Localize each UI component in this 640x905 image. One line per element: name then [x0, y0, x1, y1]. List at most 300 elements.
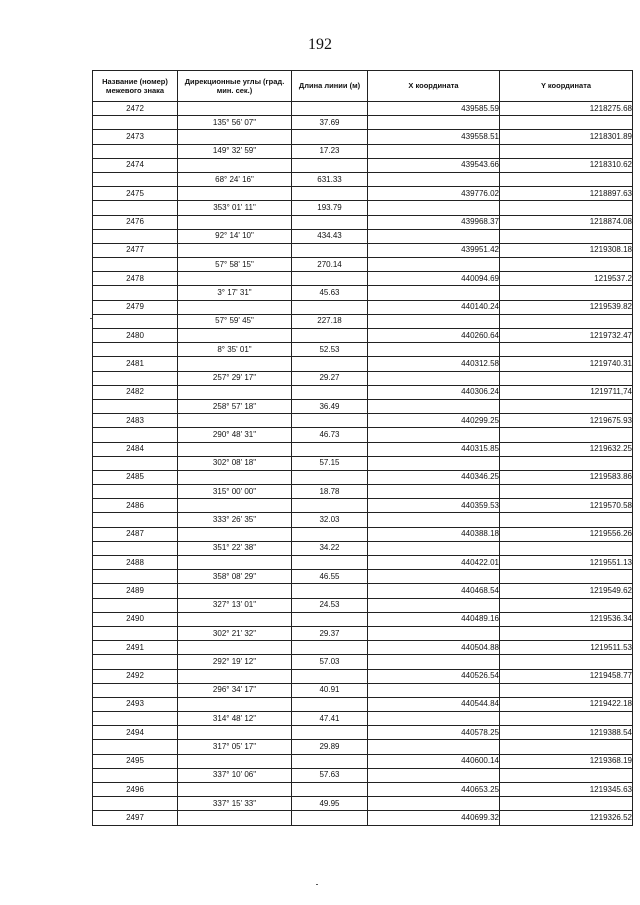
- empty-cell: [368, 371, 500, 385]
- direction-angle: 353° 01' 11": [178, 201, 292, 215]
- empty-cell: [178, 130, 292, 144]
- y-coordinate: 1219549.62: [500, 584, 633, 598]
- direction-angle: 317° 05' 17": [178, 740, 292, 754]
- empty-cell: [93, 541, 178, 555]
- empty-cell: [93, 768, 178, 782]
- table-row-segment: [93, 343, 633, 357]
- table-row-point: [93, 215, 633, 229]
- direction-angle: 57° 59' 45": [178, 314, 292, 328]
- table-row-segment: [93, 371, 633, 385]
- table-row-segment: [93, 683, 633, 697]
- empty-cell: [178, 499, 292, 513]
- empty-cell: [292, 357, 368, 371]
- line-length: 36.49: [292, 399, 368, 413]
- x-coordinate: 440468.54: [368, 584, 500, 598]
- table-row-segment: [93, 541, 633, 555]
- point-name: 2479: [93, 300, 178, 314]
- empty-cell: [93, 286, 178, 300]
- empty-cell: [500, 456, 633, 470]
- line-length: 40.91: [292, 683, 368, 697]
- empty-cell: [500, 626, 633, 640]
- line-length: 227.18: [292, 314, 368, 328]
- empty-cell: [93, 258, 178, 272]
- empty-cell: [178, 158, 292, 172]
- line-length: 47.41: [292, 712, 368, 726]
- table-row-segment: [93, 768, 633, 782]
- empty-cell: [93, 343, 178, 357]
- table-row-point: [93, 243, 633, 257]
- empty-cell: [93, 116, 178, 130]
- empty-cell: [292, 385, 368, 399]
- empty-cell: [292, 726, 368, 740]
- empty-cell: [368, 456, 500, 470]
- empty-cell: [178, 726, 292, 740]
- table-row-segment: [93, 712, 633, 726]
- empty-cell: [368, 399, 500, 413]
- empty-cell: [500, 314, 633, 328]
- empty-cell: [500, 513, 633, 527]
- empty-cell: [93, 683, 178, 697]
- y-coordinate: 1219556.26: [500, 527, 633, 541]
- x-coordinate: 440388.18: [368, 527, 500, 541]
- empty-cell: [368, 144, 500, 158]
- y-coordinate: 1218301.89: [500, 130, 633, 144]
- empty-cell: [178, 243, 292, 257]
- point-name: 2492: [93, 669, 178, 683]
- table-row-point: [93, 414, 633, 428]
- direction-angle: 3° 17' 31": [178, 286, 292, 300]
- header-line-length: Длина линии (м): [292, 71, 368, 102]
- empty-cell: [178, 187, 292, 201]
- direction-angle: 337° 15' 33": [178, 797, 292, 811]
- empty-cell: [368, 570, 500, 584]
- direction-angle: 351° 22' 38": [178, 541, 292, 555]
- table-row-point: [93, 187, 633, 201]
- empty-cell: [368, 655, 500, 669]
- table-row-point: [93, 470, 633, 484]
- empty-cell: [500, 797, 633, 811]
- y-coordinate: 1219537.2: [500, 272, 633, 286]
- header-x-coordinate: X координата: [368, 71, 500, 102]
- empty-cell: [178, 442, 292, 456]
- line-length: 32.03: [292, 513, 368, 527]
- empty-cell: [178, 470, 292, 484]
- direction-angle: 258° 57' 18": [178, 399, 292, 413]
- empty-cell: [292, 470, 368, 484]
- line-length: 49.95: [292, 797, 368, 811]
- y-coordinate: 1219570.58: [500, 499, 633, 513]
- table-row-segment: [93, 229, 633, 243]
- empty-cell: [93, 797, 178, 811]
- empty-cell: [178, 697, 292, 711]
- empty-cell: [368, 201, 500, 215]
- point-name: 2490: [93, 612, 178, 626]
- y-coordinate: 1219711,74: [500, 385, 633, 399]
- empty-cell: [500, 712, 633, 726]
- y-coordinate: 1219511.53: [500, 641, 633, 655]
- empty-cell: [368, 258, 500, 272]
- table-row-segment: [93, 513, 633, 527]
- table-row-segment: [93, 655, 633, 669]
- point-name: 2496: [93, 783, 178, 797]
- empty-cell: [368, 428, 500, 442]
- table-row-segment: [93, 598, 633, 612]
- x-coordinate: 440578.25: [368, 726, 500, 740]
- table-row-point: [93, 527, 633, 541]
- y-coordinate: 1219368.19: [500, 754, 633, 768]
- table-row-segment: [93, 258, 633, 272]
- x-coordinate: 440140.24: [368, 300, 500, 314]
- point-name: 2497: [93, 811, 178, 825]
- empty-cell: [500, 258, 633, 272]
- point-name: 2477: [93, 243, 178, 257]
- empty-cell: [368, 797, 500, 811]
- header-point-name: Название (номер) межевого знака: [93, 71, 178, 102]
- y-coordinate: 1219732.47: [500, 329, 633, 343]
- empty-cell: [93, 144, 178, 158]
- point-name: 2484: [93, 442, 178, 456]
- empty-cell: [500, 570, 633, 584]
- table-row-point: [93, 612, 633, 626]
- x-coordinate: 440422.01: [368, 556, 500, 570]
- x-coordinate: 440600.14: [368, 754, 500, 768]
- table-row-point: [93, 130, 633, 144]
- empty-cell: [178, 669, 292, 683]
- empty-cell: [368, 485, 500, 499]
- line-length: 434.43: [292, 229, 368, 243]
- empty-cell: [178, 329, 292, 343]
- y-coordinate: 1218275.68: [500, 102, 633, 116]
- y-coordinate: 1219583.86: [500, 470, 633, 484]
- point-name: 2485: [93, 470, 178, 484]
- x-coordinate: 439968.37: [368, 215, 500, 229]
- line-length: 29.37: [292, 626, 368, 640]
- table-row-segment: [93, 740, 633, 754]
- x-coordinate: 440299.25: [368, 414, 500, 428]
- empty-cell: [368, 172, 500, 186]
- empty-cell: [178, 641, 292, 655]
- point-name: 2487: [93, 527, 178, 541]
- empty-cell: [500, 655, 633, 669]
- table-row-segment: [93, 428, 633, 442]
- empty-cell: [292, 243, 368, 257]
- x-coordinate: 440526.54: [368, 669, 500, 683]
- x-coordinate: 439585.59: [368, 102, 500, 116]
- point-name: 2472: [93, 102, 178, 116]
- survey-coordinates-table: [92, 70, 633, 826]
- empty-cell: [178, 300, 292, 314]
- empty-cell: [292, 187, 368, 201]
- table-row-segment: [93, 286, 633, 300]
- x-coordinate: 439951.42: [368, 243, 500, 257]
- empty-cell: [500, 399, 633, 413]
- table-row-segment: [93, 172, 633, 186]
- empty-cell: [292, 215, 368, 229]
- empty-cell: [178, 215, 292, 229]
- x-coordinate: 439543.66: [368, 158, 500, 172]
- empty-cell: [368, 683, 500, 697]
- empty-cell: [368, 768, 500, 782]
- empty-cell: [500, 343, 633, 357]
- table-row-segment: [93, 201, 633, 215]
- scan-speck: [316, 884, 318, 885]
- x-coordinate: 440315.85: [368, 442, 500, 456]
- line-length: 29.89: [292, 740, 368, 754]
- table-row-point: [93, 329, 633, 343]
- empty-cell: [93, 712, 178, 726]
- x-coordinate: 440306.24: [368, 385, 500, 399]
- empty-cell: [93, 655, 178, 669]
- direction-angle: 290° 48' 31": [178, 428, 292, 442]
- empty-cell: [178, 811, 292, 825]
- table-row-point: [93, 300, 633, 314]
- empty-cell: [93, 740, 178, 754]
- table-header-row: [93, 71, 633, 102]
- y-coordinate: 1219740.31: [500, 357, 633, 371]
- x-coordinate: 440260.64: [368, 329, 500, 343]
- y-coordinate: 1219388.54: [500, 726, 633, 740]
- line-length: 193.79: [292, 201, 368, 215]
- point-name: 2480: [93, 329, 178, 343]
- line-length: 57.15: [292, 456, 368, 470]
- y-coordinate: 1219551.13: [500, 556, 633, 570]
- line-length: 631.33: [292, 172, 368, 186]
- empty-cell: [178, 556, 292, 570]
- direction-angle: 135° 56' 07": [178, 116, 292, 130]
- x-coordinate: 440094.69: [368, 272, 500, 286]
- empty-cell: [368, 314, 500, 328]
- empty-cell: [500, 428, 633, 442]
- table-row-point: [93, 158, 633, 172]
- direction-angle: 337° 10' 06": [178, 768, 292, 782]
- table-row-point: [93, 102, 633, 116]
- x-coordinate: 440544.84: [368, 697, 500, 711]
- table-row-segment: [93, 570, 633, 584]
- table-row-point: [93, 783, 633, 797]
- y-coordinate: 1219539.82: [500, 300, 633, 314]
- empty-cell: [93, 598, 178, 612]
- point-name: 2489: [93, 584, 178, 598]
- empty-cell: [292, 556, 368, 570]
- empty-cell: [500, 768, 633, 782]
- empty-cell: [178, 357, 292, 371]
- direction-angle: 296° 34' 17": [178, 683, 292, 697]
- line-length: 34.22: [292, 541, 368, 555]
- direction-angle: 302° 08' 18": [178, 456, 292, 470]
- point-name: 2491: [93, 641, 178, 655]
- empty-cell: [292, 697, 368, 711]
- empty-cell: [292, 130, 368, 144]
- empty-cell: [93, 201, 178, 215]
- empty-cell: [178, 385, 292, 399]
- empty-cell: [292, 612, 368, 626]
- empty-cell: [500, 116, 633, 130]
- table-row-segment: [93, 116, 633, 130]
- point-name: 2478: [93, 272, 178, 286]
- point-name: 2476: [93, 215, 178, 229]
- y-coordinate: 1219422.18: [500, 697, 633, 711]
- line-length: 270.14: [292, 258, 368, 272]
- page-number: 192: [308, 36, 332, 53]
- empty-cell: [178, 272, 292, 286]
- y-coordinate: 1218310.62: [500, 158, 633, 172]
- empty-cell: [500, 371, 633, 385]
- empty-cell: [292, 783, 368, 797]
- point-name: 2482: [93, 385, 178, 399]
- empty-cell: [368, 286, 500, 300]
- point-name: 2483: [93, 414, 178, 428]
- point-name: 2486: [93, 499, 178, 513]
- table-row-segment: [93, 314, 633, 328]
- point-name: 2481: [93, 357, 178, 371]
- point-name: 2493: [93, 697, 178, 711]
- x-coordinate: 440312.58: [368, 357, 500, 371]
- empty-cell: [292, 499, 368, 513]
- table-row-point: [93, 499, 633, 513]
- direction-angle: 149° 32' 59": [178, 144, 292, 158]
- y-coordinate: 1218897.63: [500, 187, 633, 201]
- table-row-point: [93, 697, 633, 711]
- empty-cell: [500, 144, 633, 158]
- table-row-point: [93, 357, 633, 371]
- table-row-point: [93, 811, 633, 825]
- header-direction-angle: Дирекционные углы (град. мин. сек.): [178, 71, 292, 102]
- empty-cell: [368, 513, 500, 527]
- direction-angle: 68° 24' 16": [178, 172, 292, 186]
- line-length: 29.27: [292, 371, 368, 385]
- empty-cell: [292, 811, 368, 825]
- empty-cell: [292, 158, 368, 172]
- empty-cell: [500, 229, 633, 243]
- point-name: 2474: [93, 158, 178, 172]
- empty-cell: [292, 641, 368, 655]
- line-length: 18.78: [292, 485, 368, 499]
- table-row-point: [93, 584, 633, 598]
- empty-cell: [500, 485, 633, 499]
- table-row-segment: [93, 456, 633, 470]
- table-row-segment: [93, 144, 633, 158]
- empty-cell: [93, 314, 178, 328]
- table-row-point: [93, 272, 633, 286]
- y-coordinate: 1219675.93: [500, 414, 633, 428]
- empty-cell: [178, 584, 292, 598]
- empty-cell: [178, 527, 292, 541]
- empty-cell: [500, 286, 633, 300]
- empty-cell: [292, 272, 368, 286]
- point-name: 2475: [93, 187, 178, 201]
- point-name: 2488: [93, 556, 178, 570]
- empty-cell: [292, 584, 368, 598]
- empty-cell: [178, 754, 292, 768]
- empty-cell: [93, 570, 178, 584]
- empty-cell: [500, 201, 633, 215]
- empty-cell: [292, 754, 368, 768]
- line-length: 17.23: [292, 144, 368, 158]
- line-length: 24.53: [292, 598, 368, 612]
- empty-cell: [292, 102, 368, 116]
- empty-cell: [178, 414, 292, 428]
- empty-cell: [178, 102, 292, 116]
- empty-cell: [500, 740, 633, 754]
- line-length: 57.03: [292, 655, 368, 669]
- empty-cell: [292, 527, 368, 541]
- y-coordinate: 1219536.34: [500, 612, 633, 626]
- y-coordinate: 1219458.77: [500, 669, 633, 683]
- empty-cell: [178, 783, 292, 797]
- direction-angle: 327° 13' 01": [178, 598, 292, 612]
- direction-angle: 314° 48' 12": [178, 712, 292, 726]
- y-coordinate: 1219345.63: [500, 783, 633, 797]
- y-coordinate: 1219632.25: [500, 442, 633, 456]
- empty-cell: [368, 598, 500, 612]
- y-coordinate: 1219326.52: [500, 811, 633, 825]
- point-name: 2473: [93, 130, 178, 144]
- empty-cell: [93, 229, 178, 243]
- empty-cell: [292, 442, 368, 456]
- table-row-segment: [93, 797, 633, 811]
- table-row-point: [93, 726, 633, 740]
- line-length: 37.69: [292, 116, 368, 130]
- empty-cell: [368, 229, 500, 243]
- direction-angle: 57° 58' 15": [178, 258, 292, 272]
- empty-cell: [368, 712, 500, 726]
- empty-cell: [292, 300, 368, 314]
- point-name: 2494: [93, 726, 178, 740]
- empty-cell: [93, 428, 178, 442]
- empty-cell: [292, 669, 368, 683]
- empty-cell: [292, 329, 368, 343]
- table-row-point: [93, 556, 633, 570]
- empty-cell: [368, 116, 500, 130]
- direction-angle: 8° 35' 01": [178, 343, 292, 357]
- header-y-coordinate: Y координата: [500, 71, 633, 102]
- table-row-segment: [93, 399, 633, 413]
- empty-cell: [93, 399, 178, 413]
- empty-cell: [500, 598, 633, 612]
- direction-angle: 302° 21' 32": [178, 626, 292, 640]
- x-coordinate: 440653.25: [368, 783, 500, 797]
- empty-cell: [93, 456, 178, 470]
- line-length: 57.63: [292, 768, 368, 782]
- x-coordinate: 440359.53: [368, 499, 500, 513]
- x-coordinate: 439558.51: [368, 130, 500, 144]
- table-row-point: [93, 641, 633, 655]
- empty-cell: [93, 172, 178, 186]
- empty-cell: [93, 485, 178, 499]
- empty-cell: [93, 371, 178, 385]
- empty-cell: [368, 626, 500, 640]
- empty-cell: [500, 541, 633, 555]
- x-coordinate: 440489.16: [368, 612, 500, 626]
- scan-speck: [90, 318, 92, 319]
- y-coordinate: 1218874.08: [500, 215, 633, 229]
- direction-angle: 315° 00' 00": [178, 485, 292, 499]
- line-length: 45.63: [292, 286, 368, 300]
- empty-cell: [500, 172, 633, 186]
- line-length: 46.55: [292, 570, 368, 584]
- table-body: [93, 102, 633, 826]
- empty-cell: [368, 740, 500, 754]
- table-row-point: [93, 754, 633, 768]
- point-name: 2495: [93, 754, 178, 768]
- table-row-point: [93, 669, 633, 683]
- line-length: 46.73: [292, 428, 368, 442]
- line-length: 52.53: [292, 343, 368, 357]
- direction-angle: 257° 29' 17": [178, 371, 292, 385]
- empty-cell: [368, 541, 500, 555]
- empty-cell: [93, 513, 178, 527]
- direction-angle: 292° 19' 12": [178, 655, 292, 669]
